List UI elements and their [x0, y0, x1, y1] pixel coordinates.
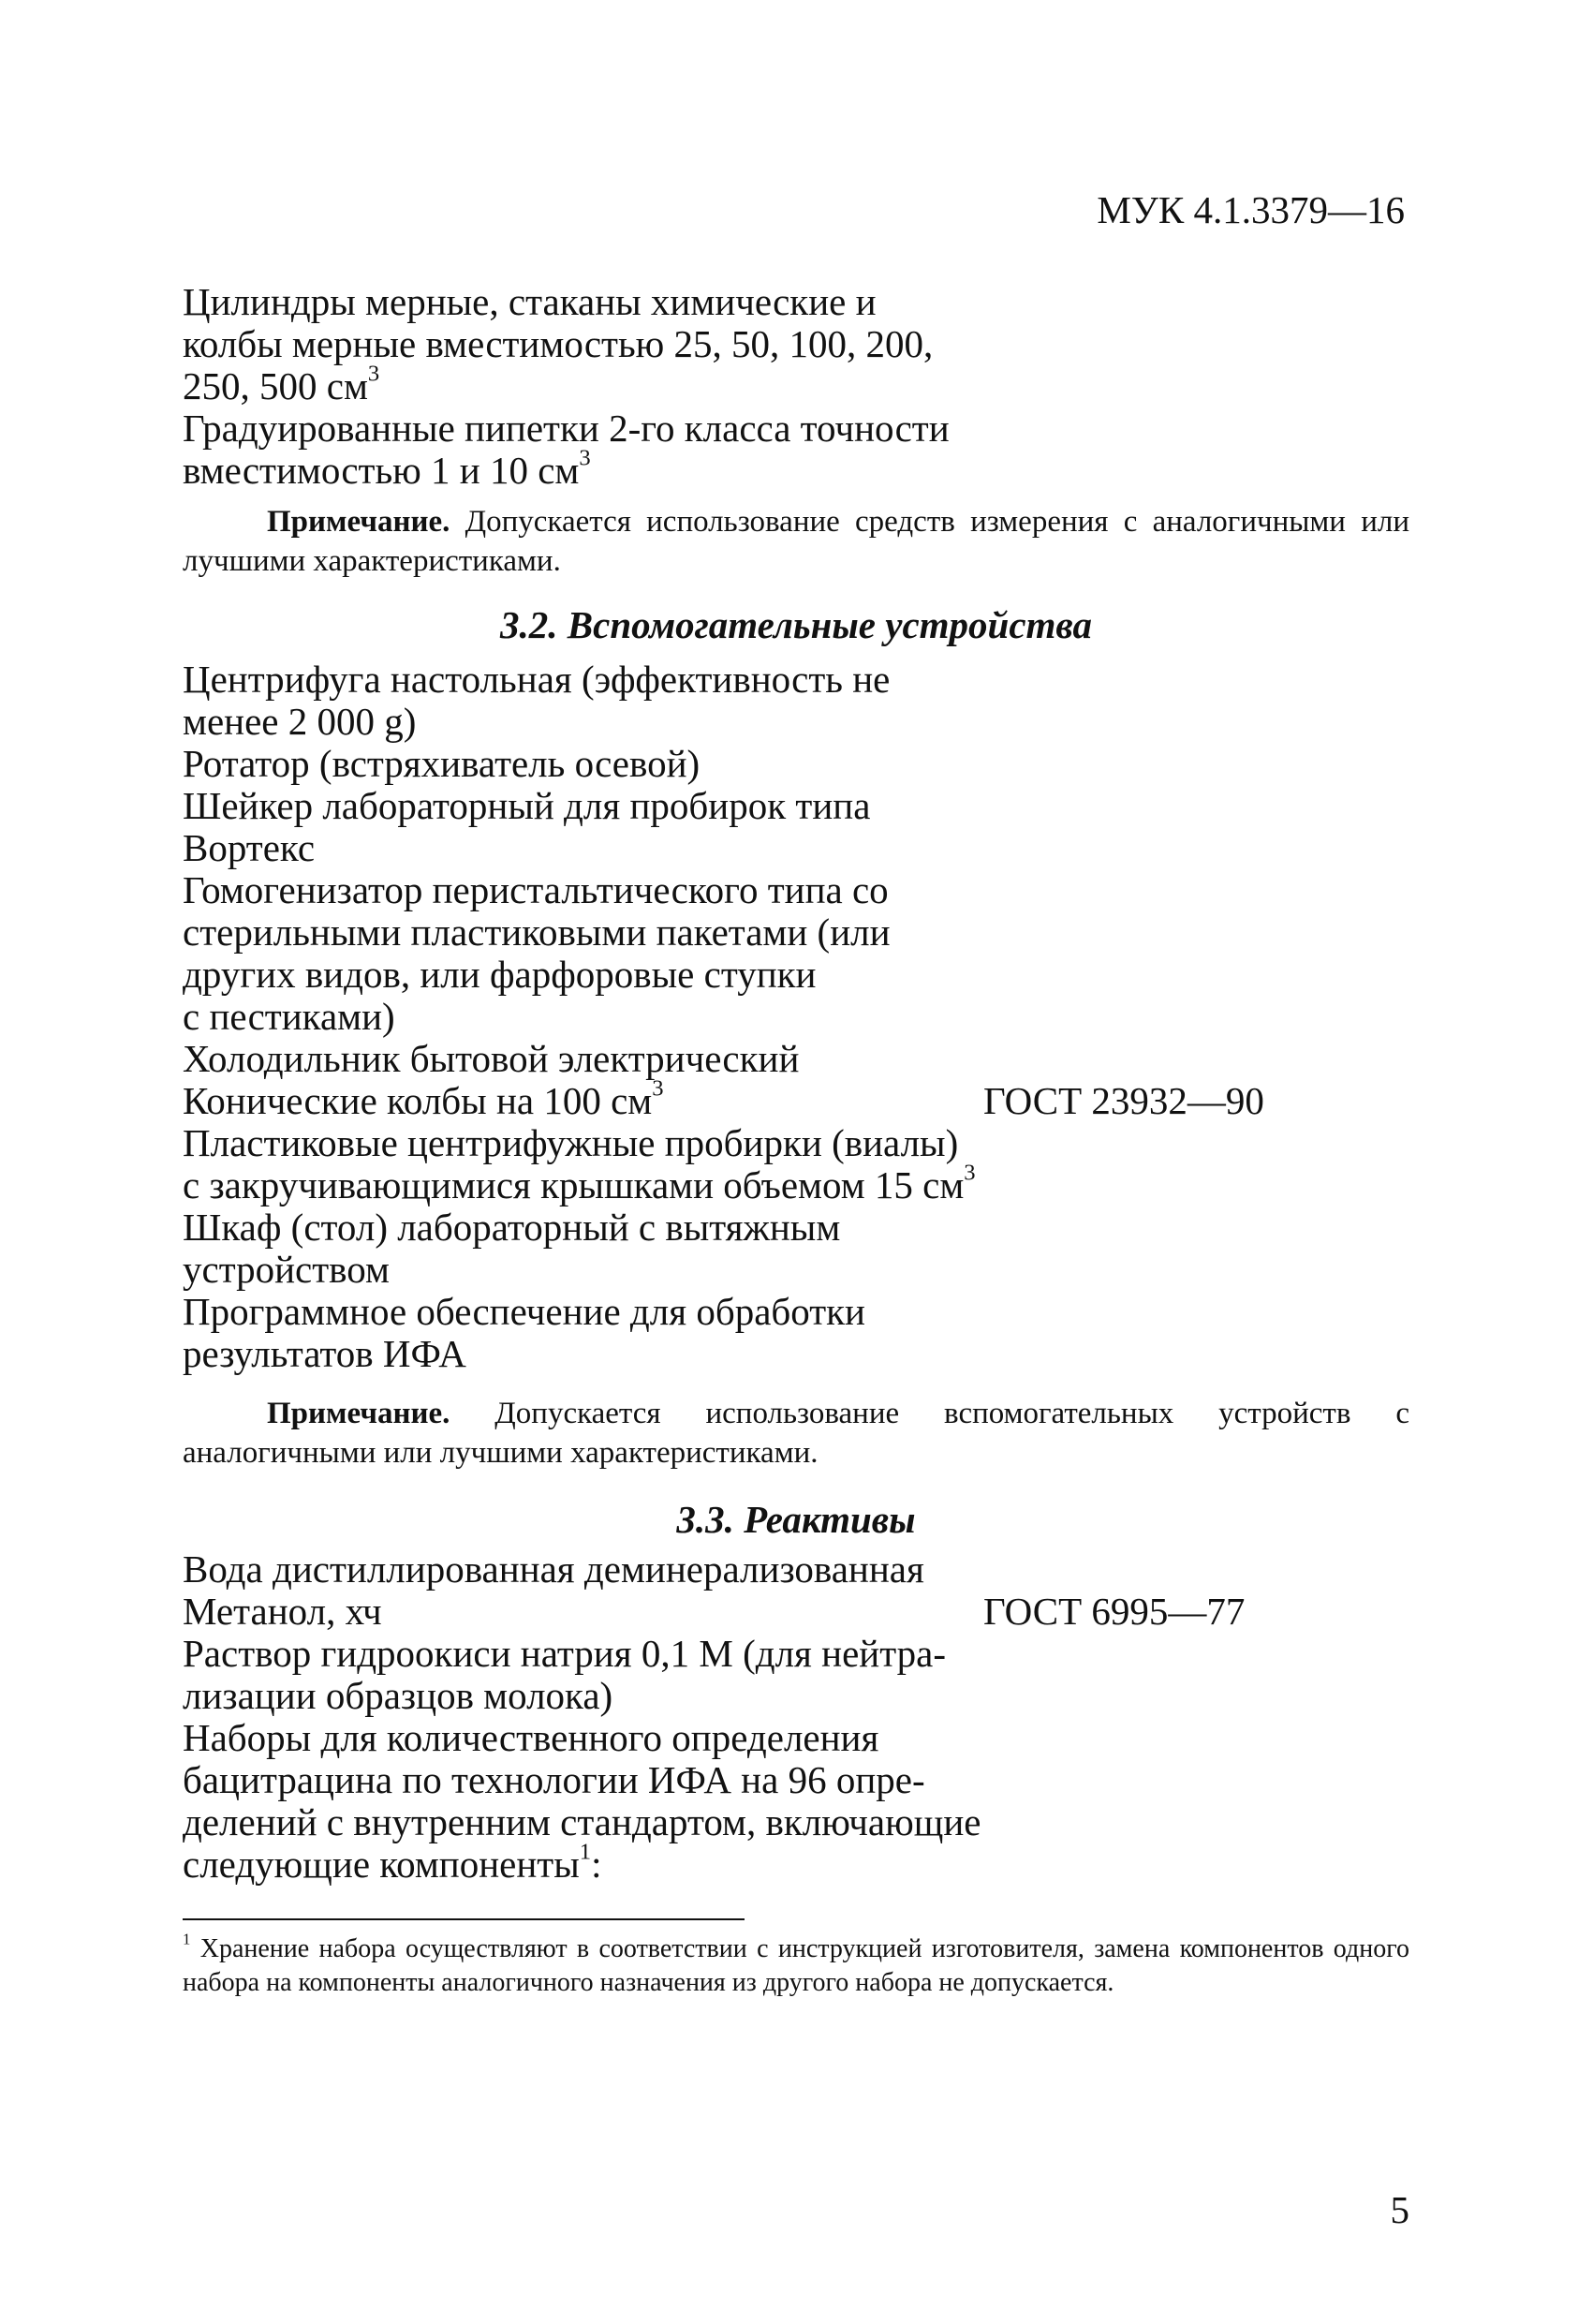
note-label: Примечание. — [267, 505, 450, 539]
list-item: Метанол, хч ГОСТ 6995—77 — [183, 1590, 1246, 1633]
list-item: результатов ИФА — [183, 1332, 466, 1375]
list-item: Вода дистиллированная деминерализованная — [183, 1547, 924, 1591]
footnote-text: Хранение набора осуществляют в соответствии с инструкцией изготовителя, замена компонентов одного набора на компоненты аналогичного назначения из другого набора не допускается. — [183, 1934, 1409, 1997]
list-item: Градуированные пипетки 2-го класса точности — [183, 407, 950, 450]
measuring-equipment-list — [183, 281, 1419, 492]
reagents-list — [183, 1548, 1419, 1886]
list-item: Раствор гидроокиси натрия 0,1 М (для нейтра- — [183, 1632, 946, 1675]
list-item: устройством — [183, 1248, 390, 1291]
measuring-note — [183, 502, 1409, 581]
auxiliary-note — [183, 1394, 1409, 1473]
list-item: Наборы для количественного определения — [183, 1716, 879, 1759]
list-item: Программное обеспечение для обработки — [183, 1290, 865, 1333]
footnote-ref: 1 — [579, 1839, 592, 1865]
note-label: Примечание. — [267, 1397, 450, 1430]
document-code: МУК 4.1.3379—16 — [1097, 188, 1405, 231]
list-item: Ротатор (встряхиватель осевой) — [183, 742, 701, 785]
section-title-auxiliary: 3.2. Вспомогательные устройства — [500, 603, 1092, 646]
flask-standard: ГОСТ 23932—90 — [983, 1079, 1264, 1122]
list-item: Вортекс — [183, 826, 316, 869]
list-item: Пластиковые центрифужные пробирки (виалы) — [183, 1121, 959, 1164]
page-number: 5 — [1390, 2188, 1409, 2231]
methanol-standard: ГОСТ 6995—77 — [983, 1590, 1246, 1633]
list-item: менее 2 000 g) — [183, 700, 417, 743]
auxiliary-devices-list — [183, 659, 1419, 1375]
list-item: стерильными пластиковыми пакетами (или — [183, 910, 891, 954]
note-text: Допускается использование средств измерения с аналогичными или лучшими характеристиками. — [183, 505, 1409, 578]
list-item: следующие компоненты$^1$: — [183, 1839, 602, 1886]
list-item: делений с внутренним стандартом, включающие — [183, 1800, 981, 1843]
list-item: Цилиндры мерные, стаканы химические и — [183, 280, 877, 323]
list-item: вместимостью 1 и 10 $см^3$ — [183, 445, 591, 492]
section-title-reagents: 3.3. Реактивы — [676, 1498, 916, 1541]
list-item: Холодильник бытовой электрический — [183, 1037, 800, 1080]
list-item: с пестиками) — [183, 995, 395, 1038]
list-item: Центрифуга настольная (эффективность не — [183, 658, 891, 701]
footnote-divider — [183, 1918, 745, 1920]
list-item: 250, 500 $см^3$ — [183, 361, 380, 407]
list-item: Шейкер лабораторный для пробирок типа — [183, 784, 871, 827]
footnote-marker: 1 — [183, 1930, 191, 1948]
list-item: лизации образцов молока) — [183, 1674, 613, 1717]
list-item: колбы мерные вместимостью 25, 50, 100, 200, — [183, 322, 934, 365]
footnote — [183, 1932, 1409, 2000]
list-item: других видов, или фарфоровые ступки — [183, 953, 817, 996]
list-item: с закручивающимися крышками объемом 15 $см^3$ — [183, 1160, 976, 1206]
list-item: Шкаф (стол) лабораторный с вытяжным — [183, 1206, 841, 1249]
list-item: Конические колбы на 100 $см^3$ ГОСТ 23932—90 — [183, 1075, 1264, 1122]
note-text: Допускается использование вспомогательных устройств с аналогичными или лучшими характеристиками. — [183, 1397, 1409, 1470]
list-item: бацитрацина по технологии ИФА на 96 опре- — [183, 1758, 925, 1801]
list-item: Гомогенизатор перистальтического типа со — [183, 868, 889, 911]
